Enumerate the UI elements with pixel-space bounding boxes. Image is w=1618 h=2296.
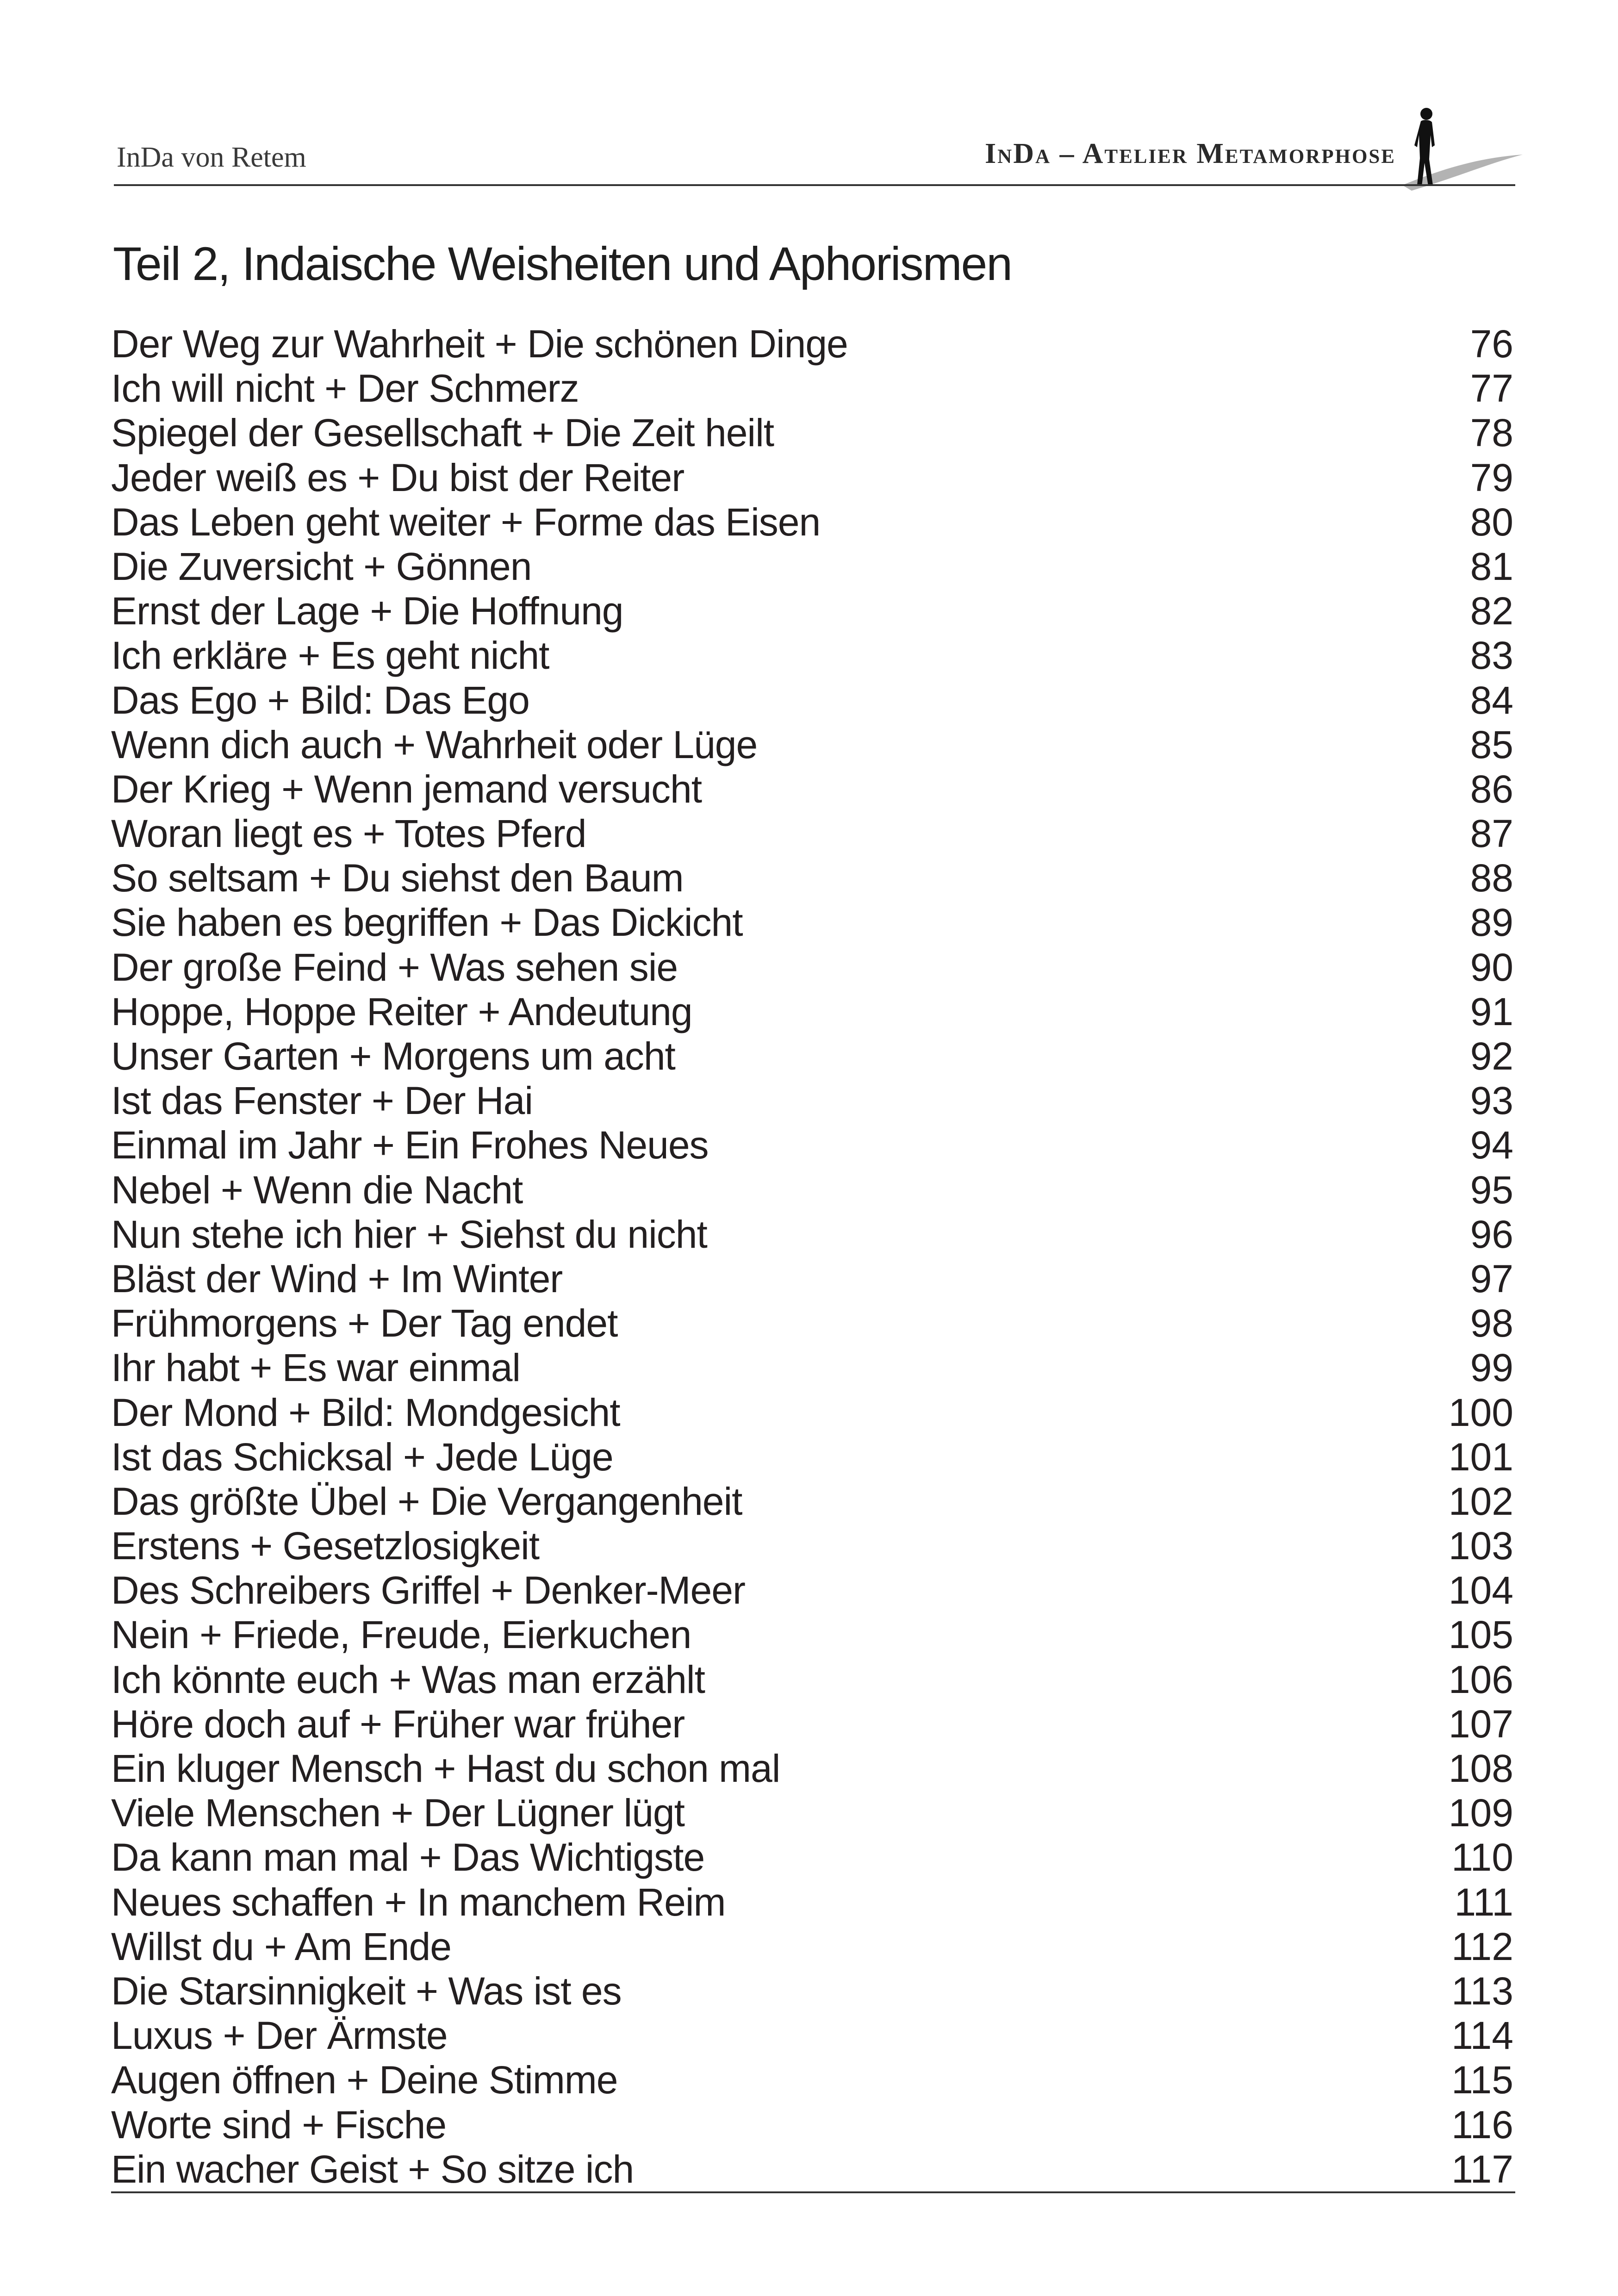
toc-entry bbox=[111, 633, 1513, 678]
toc-entry-page: 109 bbox=[1448, 1791, 1513, 1835]
toc-entry bbox=[111, 322, 1513, 366]
toc-entry-title: Luxus + Der Ärmste bbox=[111, 2014, 448, 2058]
toc-entry-page: 107 bbox=[1448, 1702, 1513, 1746]
toc-entry-page: 89 bbox=[1470, 901, 1513, 945]
toc-entry-page: 112 bbox=[1451, 1924, 1513, 1968]
toc-entry-title: Das Leben geht weiter + Forme das Eisen bbox=[111, 500, 821, 544]
toc-entry bbox=[111, 1078, 1513, 1123]
toc-entry-page: 94 bbox=[1470, 1123, 1513, 1167]
toc-entry-title: Wenn dich auch + Wahrheit oder Lüge bbox=[111, 722, 758, 766]
toc-entry bbox=[111, 1969, 1513, 2013]
toc-entry-title: Der Krieg + Wenn jemand versucht bbox=[111, 767, 702, 811]
toc-entry bbox=[111, 722, 1513, 767]
toc-entry bbox=[111, 2058, 1513, 2102]
toc-entry bbox=[111, 1791, 1513, 1835]
toc-entry bbox=[111, 1924, 1513, 1969]
toc-entry-title: Nun stehe ich hier + Siehst du nicht bbox=[111, 1212, 707, 1256]
toc-entry-title: Des Schreibers Griffel + Denker-Meer bbox=[111, 1568, 745, 1612]
toc-entry bbox=[111, 544, 1513, 589]
toc-entry-page: 90 bbox=[1470, 945, 1513, 989]
toc-entry bbox=[111, 1123, 1513, 1167]
toc-entry-title: Ich könnte euch + Was man erzählt bbox=[111, 1657, 705, 1701]
toc-entry-title: Frühmorgens + Der Tag endet bbox=[111, 1301, 618, 1345]
toc-entry-page: 99 bbox=[1470, 1346, 1513, 1390]
toc-entry bbox=[111, 2147, 1513, 2191]
toc-entry-page: 85 bbox=[1470, 722, 1513, 766]
toc-entry bbox=[111, 1657, 1513, 1702]
toc-entry-page: 113 bbox=[1451, 1969, 1513, 2013]
toc-entry-page: 84 bbox=[1470, 678, 1513, 722]
toc-entry-title: Ist das Fenster + Der Hai bbox=[111, 1079, 533, 1123]
toc-entry-title: Einmal im Jahr + Ein Frohes Neues bbox=[111, 1123, 709, 1167]
toc-entry-page: 100 bbox=[1448, 1390, 1513, 1434]
toc-entry-title: Ich erkläre + Es geht nicht bbox=[111, 634, 549, 678]
toc-entry-title: Worte sind + Fische bbox=[111, 2103, 447, 2147]
toc-entry-title: Nein + Friede, Freude, Eierkuchen bbox=[111, 1613, 691, 1657]
toc-entry-title: Das größte Übel + Die Vergangenheit bbox=[111, 1479, 742, 1523]
toc-entry-title: Erstens + Gesetzlosigkeit bbox=[111, 1524, 540, 1568]
toc-entry bbox=[111, 1835, 1513, 1879]
toc-entry bbox=[111, 767, 1513, 811]
toc-entry-title: Sie haben es begriffen + Das Dickicht bbox=[111, 901, 743, 945]
bottom-rule bbox=[111, 2191, 1515, 2193]
toc-entry-page: 95 bbox=[1470, 1168, 1513, 1212]
toc-entry bbox=[111, 1212, 1513, 1257]
header-rule bbox=[114, 184, 1515, 186]
toc-entry-page: 101 bbox=[1448, 1435, 1513, 1479]
toc-entry-title: Höre doch auf + Früher war früher bbox=[111, 1702, 685, 1746]
toc-entry-page: 102 bbox=[1448, 1479, 1513, 1523]
toc-entry-title: Ernst der Lage + Die Hoffnung bbox=[111, 589, 623, 633]
toc-entry bbox=[111, 989, 1513, 1034]
toc-entry bbox=[111, 1301, 1513, 1345]
toc-entry bbox=[111, 1612, 1513, 1657]
toc-entry-page: 106 bbox=[1448, 1657, 1513, 1701]
toc-entry-title: Der große Feind + Was sehen sie bbox=[111, 945, 678, 989]
toc-entry-page: 108 bbox=[1448, 1747, 1513, 1790]
toc-entry bbox=[111, 945, 1513, 989]
toc-entry bbox=[111, 1524, 1513, 1568]
toc-entry bbox=[111, 811, 1513, 856]
toc-entry bbox=[111, 1390, 1513, 1435]
toc-entry-page: 97 bbox=[1470, 1257, 1513, 1300]
toc-entry-page: 80 bbox=[1470, 500, 1513, 544]
toc-entry bbox=[111, 1168, 1513, 1212]
toc-entry-title: Unser Garten + Morgens um acht bbox=[111, 1034, 675, 1078]
toc-entry bbox=[111, 589, 1513, 633]
toc-entry-page: 87 bbox=[1470, 812, 1513, 856]
toc-entry-title: Der Mond + Bild: Mondgesicht bbox=[111, 1390, 620, 1434]
toc-entry-page: 110 bbox=[1451, 1836, 1513, 1879]
toc-entry-title: Bläst der Wind + Im Winter bbox=[111, 1257, 563, 1300]
toc-entry-page: 77 bbox=[1470, 367, 1513, 411]
toc-entry-title: Willst du + Am Ende bbox=[111, 1924, 451, 1968]
toc-entry bbox=[111, 1880, 1513, 1924]
toc-entry-title: Das Ego + Bild: Das Ego bbox=[111, 678, 529, 722]
toc-entry-page: 98 bbox=[1470, 1301, 1513, 1345]
toc-entry-page: 111 bbox=[1454, 1880, 1513, 1924]
toc-entry-page: 91 bbox=[1470, 989, 1513, 1033]
toc-entry bbox=[111, 1345, 1513, 1390]
toc-entry bbox=[111, 500, 1513, 544]
toc-entry-title: Nebel + Wenn die Nacht bbox=[111, 1168, 523, 1212]
toc-entry-page: 79 bbox=[1470, 455, 1513, 499]
toc-entry-title: Die Starsinnigkeit + Was ist es bbox=[111, 1969, 622, 2013]
toc-entry-page: 105 bbox=[1448, 1613, 1513, 1657]
toc-entry bbox=[111, 2013, 1513, 2058]
toc-entry-page: 76 bbox=[1470, 322, 1513, 366]
walking-figure-logo-icon bbox=[1384, 103, 1523, 195]
toc-entry-page: 92 bbox=[1470, 1034, 1513, 1078]
toc-entry bbox=[111, 1479, 1513, 1524]
toc-entry-page: 78 bbox=[1470, 411, 1513, 455]
toc-entry bbox=[111, 900, 1513, 945]
toc-entry bbox=[111, 2103, 1513, 2147]
toc-entry bbox=[111, 455, 1513, 500]
toc-entry-title: Ein wacher Geist + So sitze ich bbox=[111, 2147, 634, 2191]
toc-entry-title: Jeder weiß es + Du bist der Reiter bbox=[111, 455, 685, 499]
toc-entry-title: Ein kluger Mensch + Hast du schon mal bbox=[111, 1747, 780, 1790]
table-of-contents bbox=[111, 322, 1513, 2191]
toc-entry-page: 81 bbox=[1470, 544, 1513, 588]
toc-entry-title: Spiegel der Gesellschaft + Die Zeit heilt bbox=[111, 411, 774, 455]
toc-entry-page: 104 bbox=[1448, 1568, 1513, 1612]
toc-entry-page: 93 bbox=[1470, 1079, 1513, 1123]
page-title: Teil 2, Indaische Weisheiten und Aphorismen bbox=[113, 237, 1012, 290]
toc-entry-title: Viele Menschen + Der Lügner lügt bbox=[111, 1791, 685, 1835]
toc-entry bbox=[111, 678, 1513, 722]
toc-entry-title: Da kann man mal + Das Wichtigste bbox=[111, 1836, 705, 1879]
toc-entry bbox=[111, 366, 1513, 411]
toc-entry-title: Augen öffnen + Deine Stimme bbox=[111, 2058, 618, 2102]
toc-entry-page: 115 bbox=[1451, 2058, 1513, 2102]
toc-entry-page: 86 bbox=[1470, 767, 1513, 811]
header-author: InDa von Retem bbox=[117, 142, 306, 173]
toc-entry bbox=[111, 1568, 1513, 1612]
toc-entry-title: Ich will nicht + Der Schmerz bbox=[111, 367, 579, 411]
toc-entry-title: So seltsam + Du siehst den Baum bbox=[111, 856, 684, 900]
toc-entry-title: Die Zuversicht + Gönnen bbox=[111, 544, 532, 588]
toc-entry-title: Neues schaffen + In manchem Reim bbox=[111, 1880, 726, 1924]
toc-entry-title: Ihr habt + Es war einmal bbox=[111, 1346, 521, 1390]
toc-entry bbox=[111, 1257, 1513, 1301]
toc-entry bbox=[111, 1435, 1513, 1479]
toc-entry-page: 117 bbox=[1451, 2147, 1513, 2191]
toc-entry bbox=[111, 411, 1513, 455]
toc-entry-page: 83 bbox=[1470, 634, 1513, 678]
toc-entry bbox=[111, 1746, 1513, 1791]
toc-entry-page: 114 bbox=[1451, 2014, 1513, 2058]
toc-entry-title: Ist das Schicksal + Jede Lüge bbox=[111, 1435, 613, 1479]
toc-entry-page: 96 bbox=[1470, 1212, 1513, 1256]
toc-entry bbox=[111, 1702, 1513, 1746]
toc-entry-page: 82 bbox=[1470, 589, 1513, 633]
toc-entry-title: Hoppe, Hoppe Reiter + Andeutung bbox=[111, 989, 692, 1033]
toc-entry bbox=[111, 856, 1513, 900]
header-publisher: InDa – Atelier Metamorphose bbox=[985, 138, 1396, 169]
toc-entry-page: 116 bbox=[1451, 2103, 1513, 2147]
toc-entry-title: Woran liegt es + Totes Pferd bbox=[111, 812, 586, 856]
toc-entry-page: 88 bbox=[1470, 856, 1513, 900]
toc-entry-title: Der Weg zur Wahrheit + Die schönen Dinge bbox=[111, 322, 848, 366]
toc-entry bbox=[111, 1034, 1513, 1078]
toc-entry-page: 103 bbox=[1448, 1524, 1513, 1568]
